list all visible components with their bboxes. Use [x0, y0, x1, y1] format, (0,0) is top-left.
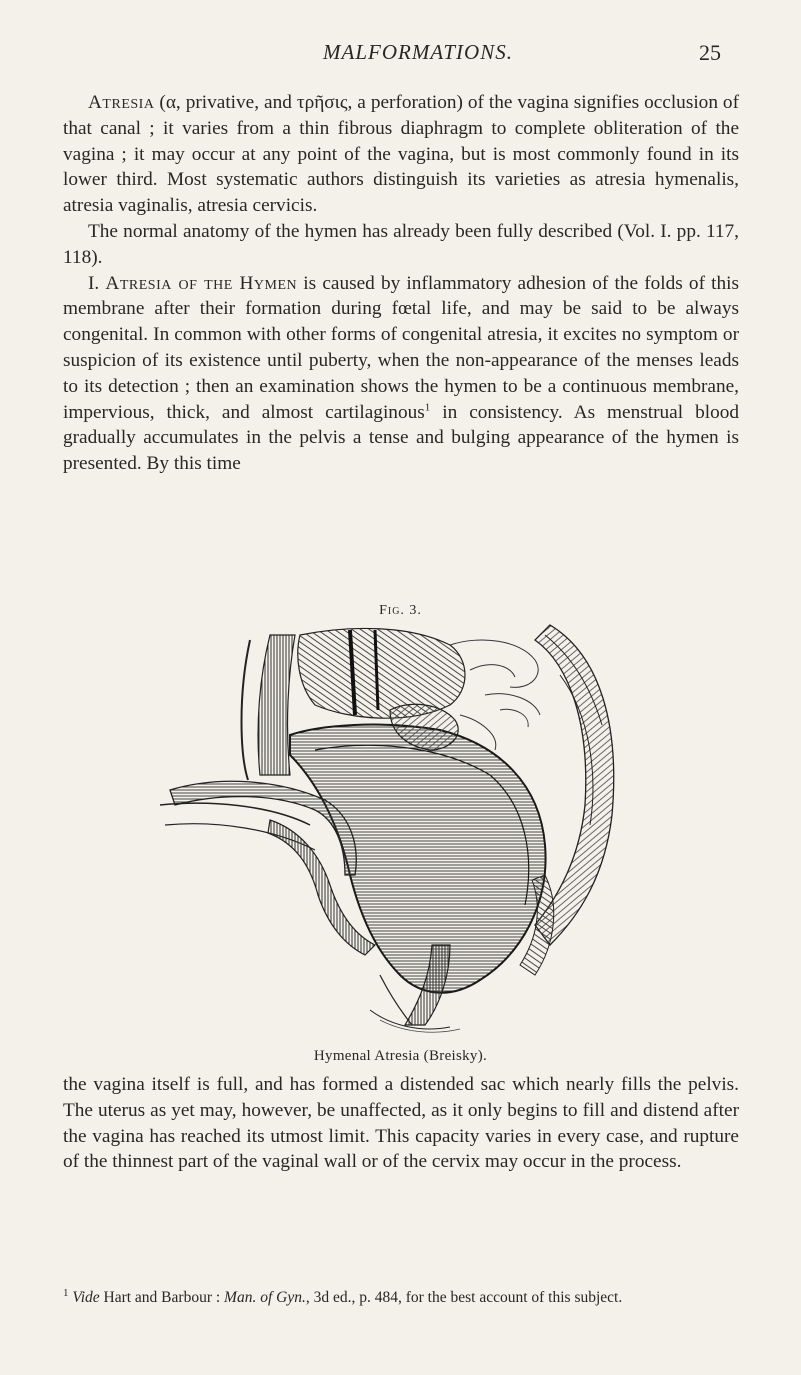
paragraph-continuation: the vagina itself is full, and has formed a distended sac which nearly fills the pelvis. The uterus as yet may, however, be unaffected, as it only begins to fill and distend after the vagina has reached its utmost limit. This capacity varies in every case, and rupture of the thinnest part of the vaginal wall or of the cervix may occur in the process.	[63, 1074, 739, 1173]
term-atresia: Atresia	[88, 92, 155, 113]
page-number: 25	[699, 40, 721, 65]
footnote-text-a: Hart and Barbour :	[99, 1289, 225, 1306]
term-atresia-of-hymen: Atresia of the Hymen	[105, 272, 298, 294]
paragraph-atresia-definition	[63, 90, 739, 219]
footnote-work-title: Man. of Gyn.	[224, 1289, 306, 1306]
paragraph-atresia-hymen	[63, 271, 739, 477]
anatomical-illustration	[150, 615, 650, 1045]
footnote-text-b: , 3d ed., p. 484, for the best account of this subject.	[305, 1289, 623, 1306]
paragraph-3-text-b: in consistency. As menstrual blood gradually accumulates in the pelvis a tense and bulging appearance of the hymen is presented. By this time	[63, 401, 739, 475]
footnote	[63, 1288, 739, 1308]
running-head-title: MALFORMATIONS.	[323, 40, 513, 64]
running-head	[115, 40, 721, 72]
hymenal-atresia-engraving	[150, 615, 650, 1045]
figure-label: Fig. 3.	[379, 603, 422, 618]
section-number: I.	[88, 272, 106, 294]
paragraph-3-text-a: is caused by inflammatory adhesion of the folds of this membrane after their formation during fœtal life, and may be said to be always congenital. In common with other forms of congenital atresia, it excites no symptom or suspicion of its existence until puberty, when the non-appearance of the menses leads to its detection ; then an examination shows the hymen to be a continuous membrane, impervious, thick, and almost cartilaginous	[63, 272, 740, 423]
footnote-vide: Vide	[72, 1289, 100, 1306]
figure-caption: Hymenal Atresia (Breisky).	[313, 1048, 488, 1064]
paragraph-hymen-anatomy: The normal anatomy of the hymen has already been fully described (Vol. I. pp. 117, 118).	[63, 220, 739, 268]
footnote-reference: 1	[424, 401, 431, 414]
body-text-bottom	[63, 1072, 739, 1175]
paragraph-1-text: (α, privative, and τρῆσις, a perforation) of the vagina signifies occlusion of that canal ; it varies from a thin fibrous diaphragm to complete obliteration of the vagina ; it may occur at any point of the vagina, but is most commonly found in its lower third. Most systematic authors distinguish its varieties as atresia hymenalis, atresia vaginalis, atresia cervicis.	[63, 92, 739, 217]
body-text-top	[63, 90, 739, 477]
footnote-marker: 1	[63, 1286, 69, 1299]
